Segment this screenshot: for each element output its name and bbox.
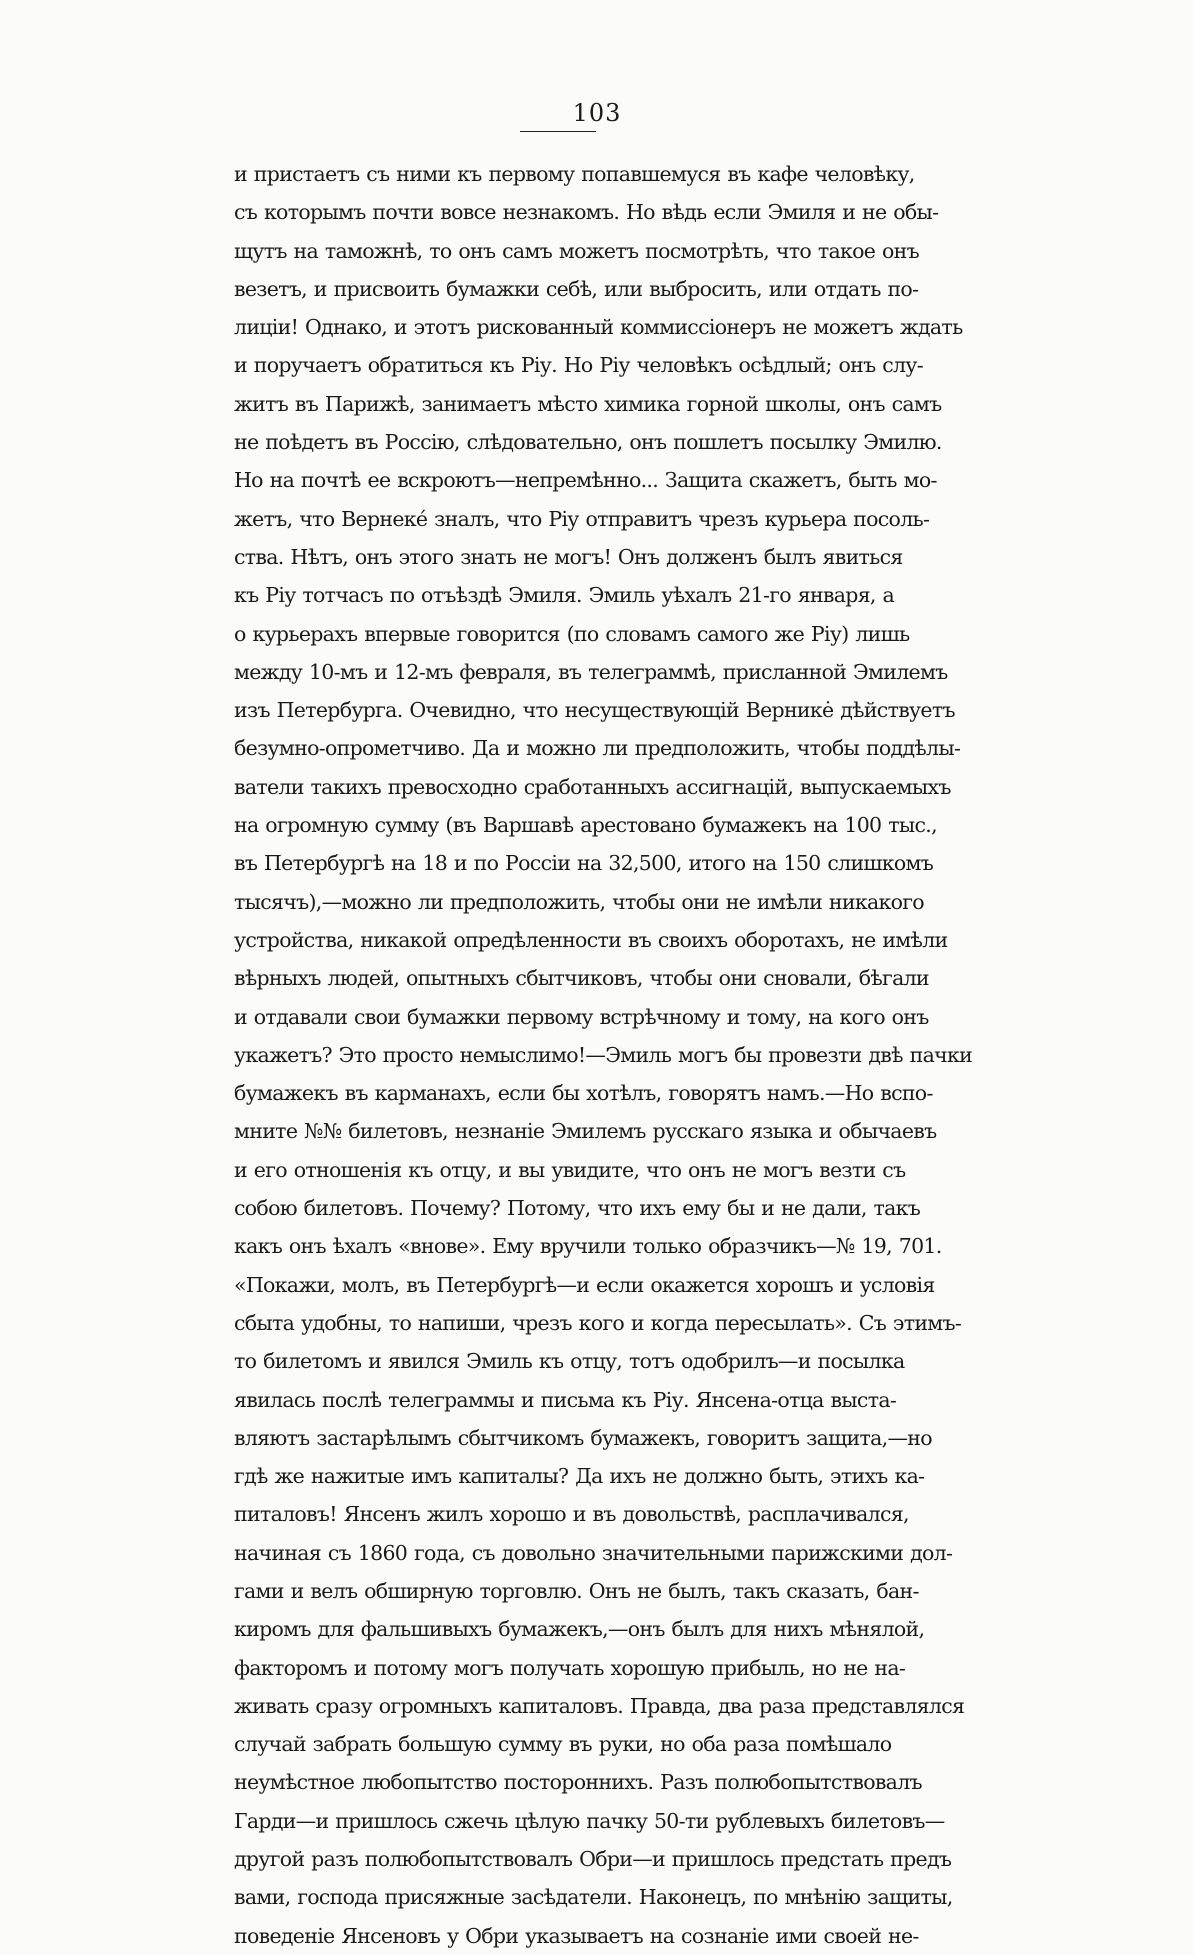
text-line: безумно-опрометчиво. Да и можно ли предположить, чтобы поддѣлы- [234, 736, 961, 761]
text-line: и поручаетъ обратиться къ Ріу. Но Ріу человѣкъ осѣдлый; онъ слу- [234, 353, 923, 378]
text-line: жетъ, что Вернеке́ зналъ, что Ріу отправитъ чрезъ курьера посоль- [234, 506, 930, 531]
text-line: вѣрныхъ людей, опытныхъ сбытчиковъ, чтобы они сновали, бѣгали [234, 966, 929, 991]
text-line: гами и велъ обширную торговлю. Онъ не былъ, такъ сказать, бан- [234, 1578, 919, 1603]
text-line: явилась послѣ телеграммы и письма къ Ріу. Янсена-отца выста- [234, 1387, 897, 1412]
page-number: 103 [572, 99, 622, 127]
text-line: какъ онъ ѣхалъ «внове». Ему вручили только образчикъ—№ 19, 701. [234, 1234, 942, 1259]
text-line: неумѣстное любопытство постороннихъ. Разъ полюбопытствовалъ [234, 1770, 922, 1795]
text-line: изъ Петербурга. Очевидно, что несуществующій Вернике̇ дѣйствуетъ [234, 698, 955, 723]
text-line: начиная съ 1860 года, съ довольно значительными парижскими дол- [234, 1540, 953, 1565]
text-line: киромъ для фальшивыхъ бумажекъ,—онъ былъ для нихъ мѣнялой, [234, 1617, 925, 1642]
text-line: случай забрать большую сумму въ руки, но оба раза помѣшало [234, 1732, 892, 1757]
text-line: другой разъ полюбопытствовалъ Обри—и пришлось предстать предъ [234, 1847, 952, 1872]
text-line: «Покажи, молъ, въ Петербургѣ—и если окажется хорошъ и условія [234, 1272, 935, 1297]
text-line: въ Петербургѣ на 18 и по Россіи на 32,500, итого на 150 слишкомъ [234, 851, 934, 876]
text-line: ватели такихъ превосходно сработанныхъ ассигнацій, выпускаемыхъ [234, 774, 951, 799]
text-line: мните №№ билетовъ, незнаніе Эмилемъ русскаго языка и обычаевъ [234, 1119, 937, 1144]
text-line: между 10-мъ и 12-мъ февраля, въ телеграммѣ, присланной Эмилемъ [234, 659, 948, 684]
text-block [234, 155, 973, 1955]
text-line: укажетъ? Это просто немыслимо!—Эмиль могъ бы провезти двѣ пачки [234, 1042, 973, 1067]
text-line: житъ въ Парижѣ, занимаетъ мѣсто химика горной школы, онъ самъ [234, 391, 942, 416]
text-line: факторомъ и потому могъ получать хорошую прибыль, но не на- [234, 1655, 906, 1680]
text-line: ства. Нѣтъ, онъ этого знать не могъ! Онъ долженъ былъ явиться [234, 544, 903, 569]
text-line: везетъ, и присвоить бумажки себѣ, или выбросить, или отдать по- [234, 276, 919, 301]
text-line: Но на почтѣ ее вскроютъ—непремѣнно... Защита скажетъ, быть мо- [234, 468, 937, 493]
page-number-rule [520, 131, 596, 132]
text-line: щутъ на таможнѣ, то онъ самъ можетъ посмотрѣть, что такое онъ [234, 238, 919, 263]
text-line: тысячъ),—можно ли предположить, чтобы они не имѣли никакого [234, 889, 924, 914]
text-line: Гарди—и пришлось сжечь цѣлую пачку 50-ти рублевыхъ билетовъ— [234, 1808, 945, 1833]
text-line: собою билетовъ. Почему? Потому, что ихъ ему бы и не дали, такъ [234, 1196, 921, 1221]
text-line: поведеніе Янсеновъ у Обри указываетъ на сознаніе ими своей не- [234, 1923, 919, 1948]
text-line: живать сразу огромныхъ капиталовъ. Правда, два раза представлялся [234, 1693, 965, 1718]
text-line: гдѣ же нажитые имъ капиталы? Да ихъ не должно быть, этихъ ка- [234, 1464, 925, 1489]
text-line: сбыта удобны, то напиши, чрезъ кого и когда пересылать». Съ этимъ- [234, 1310, 962, 1335]
text-line: къ Ріу тотчасъ по отъѣздѣ Эмиля. Эмиль уѣхалъ 21-го января, а [234, 583, 895, 608]
text-line: не поѣдетъ въ Россію, слѣдовательно, онъ пошлетъ посылку Эмилю. [234, 430, 942, 455]
text-line: и отдавали свои бумажки первому встрѣчному и тому, на кого онъ [234, 1004, 929, 1029]
text-line: то билетомъ и явился Эмиль къ отцу, тотъ одобрилъ—и посылка [234, 1349, 905, 1374]
text-line: и его отношенія къ отцу, и вы увидите, что онъ не могъ везти съ [234, 1157, 906, 1182]
text-line: вами, господа присяжные засѣдатели. Наконецъ, по мнѣнію защиты, [234, 1885, 953, 1910]
text-line: на огромную сумму (въ Варшавѣ арестовано бумажекъ на 100 тыс., [234, 813, 937, 838]
text-line: лиціи! Однако, и этотъ рискованный коммиссіонеръ не можетъ ждать [234, 315, 963, 340]
text-line: и пристаетъ съ ними къ первому попавшемуся въ кафе человѣку, [234, 162, 915, 186]
text-line: о курьерахъ впервые говорится (по словамъ самого же Ріу) лишь [234, 621, 910, 646]
text-line: бумажекъ въ карманахъ, если бы хотѣлъ, говорятъ намъ.—Но вспо- [234, 1081, 933, 1106]
text-line: питаловъ! Янсенъ жилъ хорошо и въ довольствѣ, расплачивался, [234, 1502, 909, 1527]
text-line: устройства, никакой опредѣленности въ своихъ оборотахъ, не имѣли [234, 927, 948, 952]
text-line: съ которымъ почти вовсе незнакомъ. Но вѣдь если Эмиля и не обы- [234, 200, 939, 225]
text-line: вляютъ застарѣлымъ сбытчикомъ бумажекъ, говоритъ защита,—но [234, 1425, 932, 1450]
